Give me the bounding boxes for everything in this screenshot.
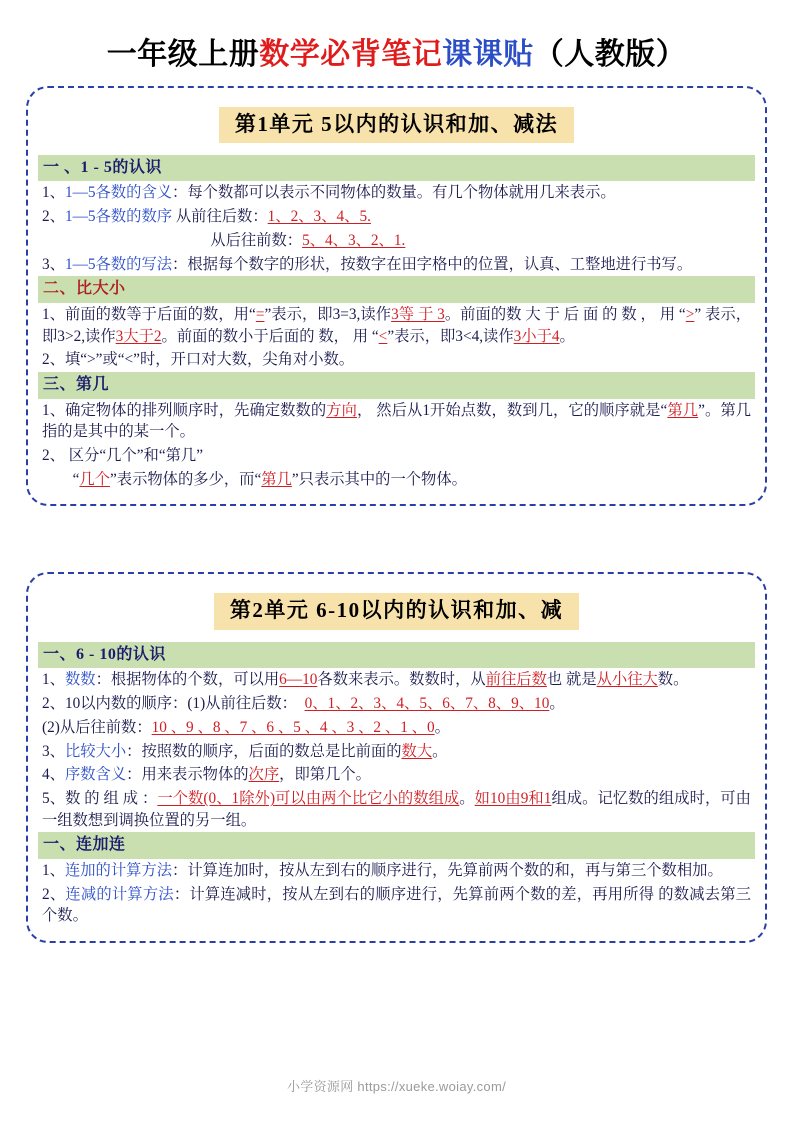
text-run: 1、 (42, 184, 65, 202)
text-run: 。 (434, 718, 450, 736)
text-run: (2)从后往前数： (42, 718, 152, 736)
text-run: < (378, 327, 388, 345)
body-paragraph (38, 692, 755, 716)
title-part-edition: （人教版） (533, 38, 687, 71)
title-part-subject: 数学必背笔记 (259, 38, 443, 71)
text-run: 2、 区分“几个”和“第几” (42, 447, 204, 465)
text-run: ：每个数都可以表示不同物体的数量。有几个物体就用几来表示。 (172, 184, 616, 202)
page-title (26, 0, 767, 86)
body-paragraph (38, 716, 755, 740)
section-heading: 三、第几 (38, 372, 755, 399)
text-run: 数大 (401, 742, 433, 760)
section-heading: 二、比大小 (38, 276, 755, 303)
text-run: 1—5各数的含义 (64, 184, 173, 202)
text-run: 。 (459, 789, 475, 807)
text-run: 次序 (248, 766, 280, 784)
text-run: ”只表示其中的一个物体。 (291, 470, 467, 488)
text-run: ：计算连减时，按从左到右的顺序进行，先算前两个数的差，再用所得 的数减去第三个数。 (42, 885, 751, 925)
body-paragraph (38, 763, 755, 787)
text-run: ， 然后从1开始点数，数到几，它的顺序就是“ (357, 401, 668, 419)
title-part-type: 课课贴 (442, 38, 534, 71)
text-run: ” 表示，即3>2,读作 (42, 305, 751, 345)
text-run: 连减的计算方法 (65, 885, 174, 903)
text-run: 2、填“>”或“<”时，开口对大数，尖角对小数。 (42, 351, 355, 369)
text-run: ”表示，即3<4,读作 (387, 327, 514, 345)
text-run: 3等 于 3 (391, 305, 445, 323)
text-run: 。前面的数小于后面的 数， 用 “ (161, 327, 379, 345)
text-run: 10 、9 、8 、7 、6 、5 、4 、3 、2 、1 、0 (151, 718, 435, 736)
body-paragraph (38, 859, 755, 883)
text-run: 2、10以内数的顺序：(1)从前往后数： (42, 695, 305, 713)
text-run: ”表示物体的多少，而“ (110, 470, 262, 488)
text-run: ”表示，即3=3,读作 (264, 305, 392, 323)
text-run: “ (42, 470, 80, 488)
text-run: 从前往后数： (172, 208, 268, 226)
text-run: 1、 (42, 862, 65, 879)
unit-card (26, 86, 767, 507)
text-run: 1、 (42, 671, 65, 689)
text-run: 1、确定物体的排列顺序时，先确定数数的 (42, 401, 327, 419)
units-container (26, 86, 767, 944)
unit-banner: 第1单元 5以内的认识和加、减法 (219, 107, 574, 143)
text-run: 。 (432, 742, 448, 760)
text-run: 3、 (42, 255, 65, 273)
text-run: 2、 (42, 208, 65, 226)
text-run: ：计算连加时，按从左到右的顺序进行，先算前两个数的和，再与第三个数相加。 (172, 862, 723, 879)
text-run: 1、前面的数等于后面的数，用“ (42, 305, 256, 323)
text-run: 5、 (42, 789, 66, 807)
text-run: 数数 (64, 671, 96, 689)
text-run: 0、1、2、3、4、5、6、7、8、9、10 (304, 695, 550, 713)
body-paragraph (38, 399, 755, 444)
text-run: ：根据每个数字的形状，按数字在田字格中的位置，认真、工整地进行书写。 (172, 255, 693, 273)
text-run: 一个数(0、1除外)可以由两个比它小的数组成 (157, 789, 460, 807)
section-heading: 一 、1 - 5的认识 (38, 155, 755, 182)
text-run: 从小往大 (596, 671, 658, 689)
text-run: 6—10 (279, 671, 318, 689)
body-paragraph (38, 348, 755, 372)
text-run: 。 (559, 327, 575, 345)
text-run: 。前面的数 大 于 后 面 的 数 ， 用 “ (444, 305, 686, 323)
text-run: 第几 (261, 470, 292, 488)
text-run: 比较大小 (64, 742, 127, 760)
body-paragraph (38, 205, 755, 229)
text-run: 从后往前数： (42, 231, 303, 249)
text-run: 4、 (42, 766, 65, 784)
text-run: > (685, 305, 695, 323)
text-run: 连加的计算方法 (64, 862, 173, 879)
body-paragraph (38, 883, 755, 928)
section-heading: 一、连加连 (38, 832, 755, 859)
body-paragraph (38, 740, 755, 764)
text-run: 1—5各数的数序 (64, 208, 173, 226)
text-run: 数 的 组 成 (65, 789, 142, 807)
text-run: 1、2、3、4、5. (267, 208, 371, 226)
text-run: ： (141, 789, 158, 807)
body-paragraph (38, 229, 755, 253)
card-spacer (26, 506, 767, 572)
text-run: = (255, 305, 265, 323)
text-run: 方向 (326, 401, 357, 419)
title-part-grade: 一年级上册 (106, 38, 260, 71)
text-run: 各数来表示。数数时，从 (317, 671, 486, 689)
body-paragraph (38, 303, 755, 348)
text-run: 序数含义 (64, 766, 127, 784)
unit-banner: 第2单元 6-10以内的认识和加、减 (214, 593, 579, 629)
text-run: 3小于4 (513, 327, 560, 345)
text-run: 组成。记忆数的组成时，可由一组数想到调换位置的另一组。 (42, 789, 751, 829)
unit-banner-wrap (38, 585, 755, 641)
text-run: 5、4、3、2、1. (302, 231, 406, 249)
text-run: 第几 (667, 401, 699, 419)
text-run: 2、 (42, 885, 66, 903)
body-paragraph (38, 253, 755, 277)
text-run: 。 (549, 695, 565, 713)
footer-watermark: 小学资源网 https://xueke.woiay.com/ (287, 1079, 506, 1094)
text-run: 如10由9和1 (474, 789, 552, 807)
text-run: 3大于2 (115, 327, 162, 345)
text-run: 几个 (79, 470, 110, 488)
text-run: 前往后数 (485, 671, 547, 689)
text-run: 3、 (42, 742, 65, 760)
body-paragraph (38, 468, 755, 492)
body-paragraph (38, 668, 755, 692)
body-paragraph (38, 787, 755, 832)
body-paragraph (38, 444, 755, 468)
text-run: ，即第几个。 (279, 766, 371, 784)
text-run: 1—5各数的写法 (64, 255, 173, 273)
section-heading: 一、6 - 10的认识 (38, 642, 755, 669)
unit-card (26, 572, 767, 943)
body-paragraph (38, 181, 755, 205)
unit-banner-wrap (38, 99, 755, 155)
text-run: 也 就是 (546, 671, 597, 689)
text-run: 数。 (657, 671, 689, 689)
text-run: ：按照数的顺序，后面的数总是比前面的 (126, 742, 402, 760)
text-run: ：用来表示物体的 (126, 766, 249, 784)
text-run: ”。第几指的是其中的某一个。 (42, 401, 751, 441)
text-run: ：根据物体的个数，可以用 (95, 671, 280, 689)
